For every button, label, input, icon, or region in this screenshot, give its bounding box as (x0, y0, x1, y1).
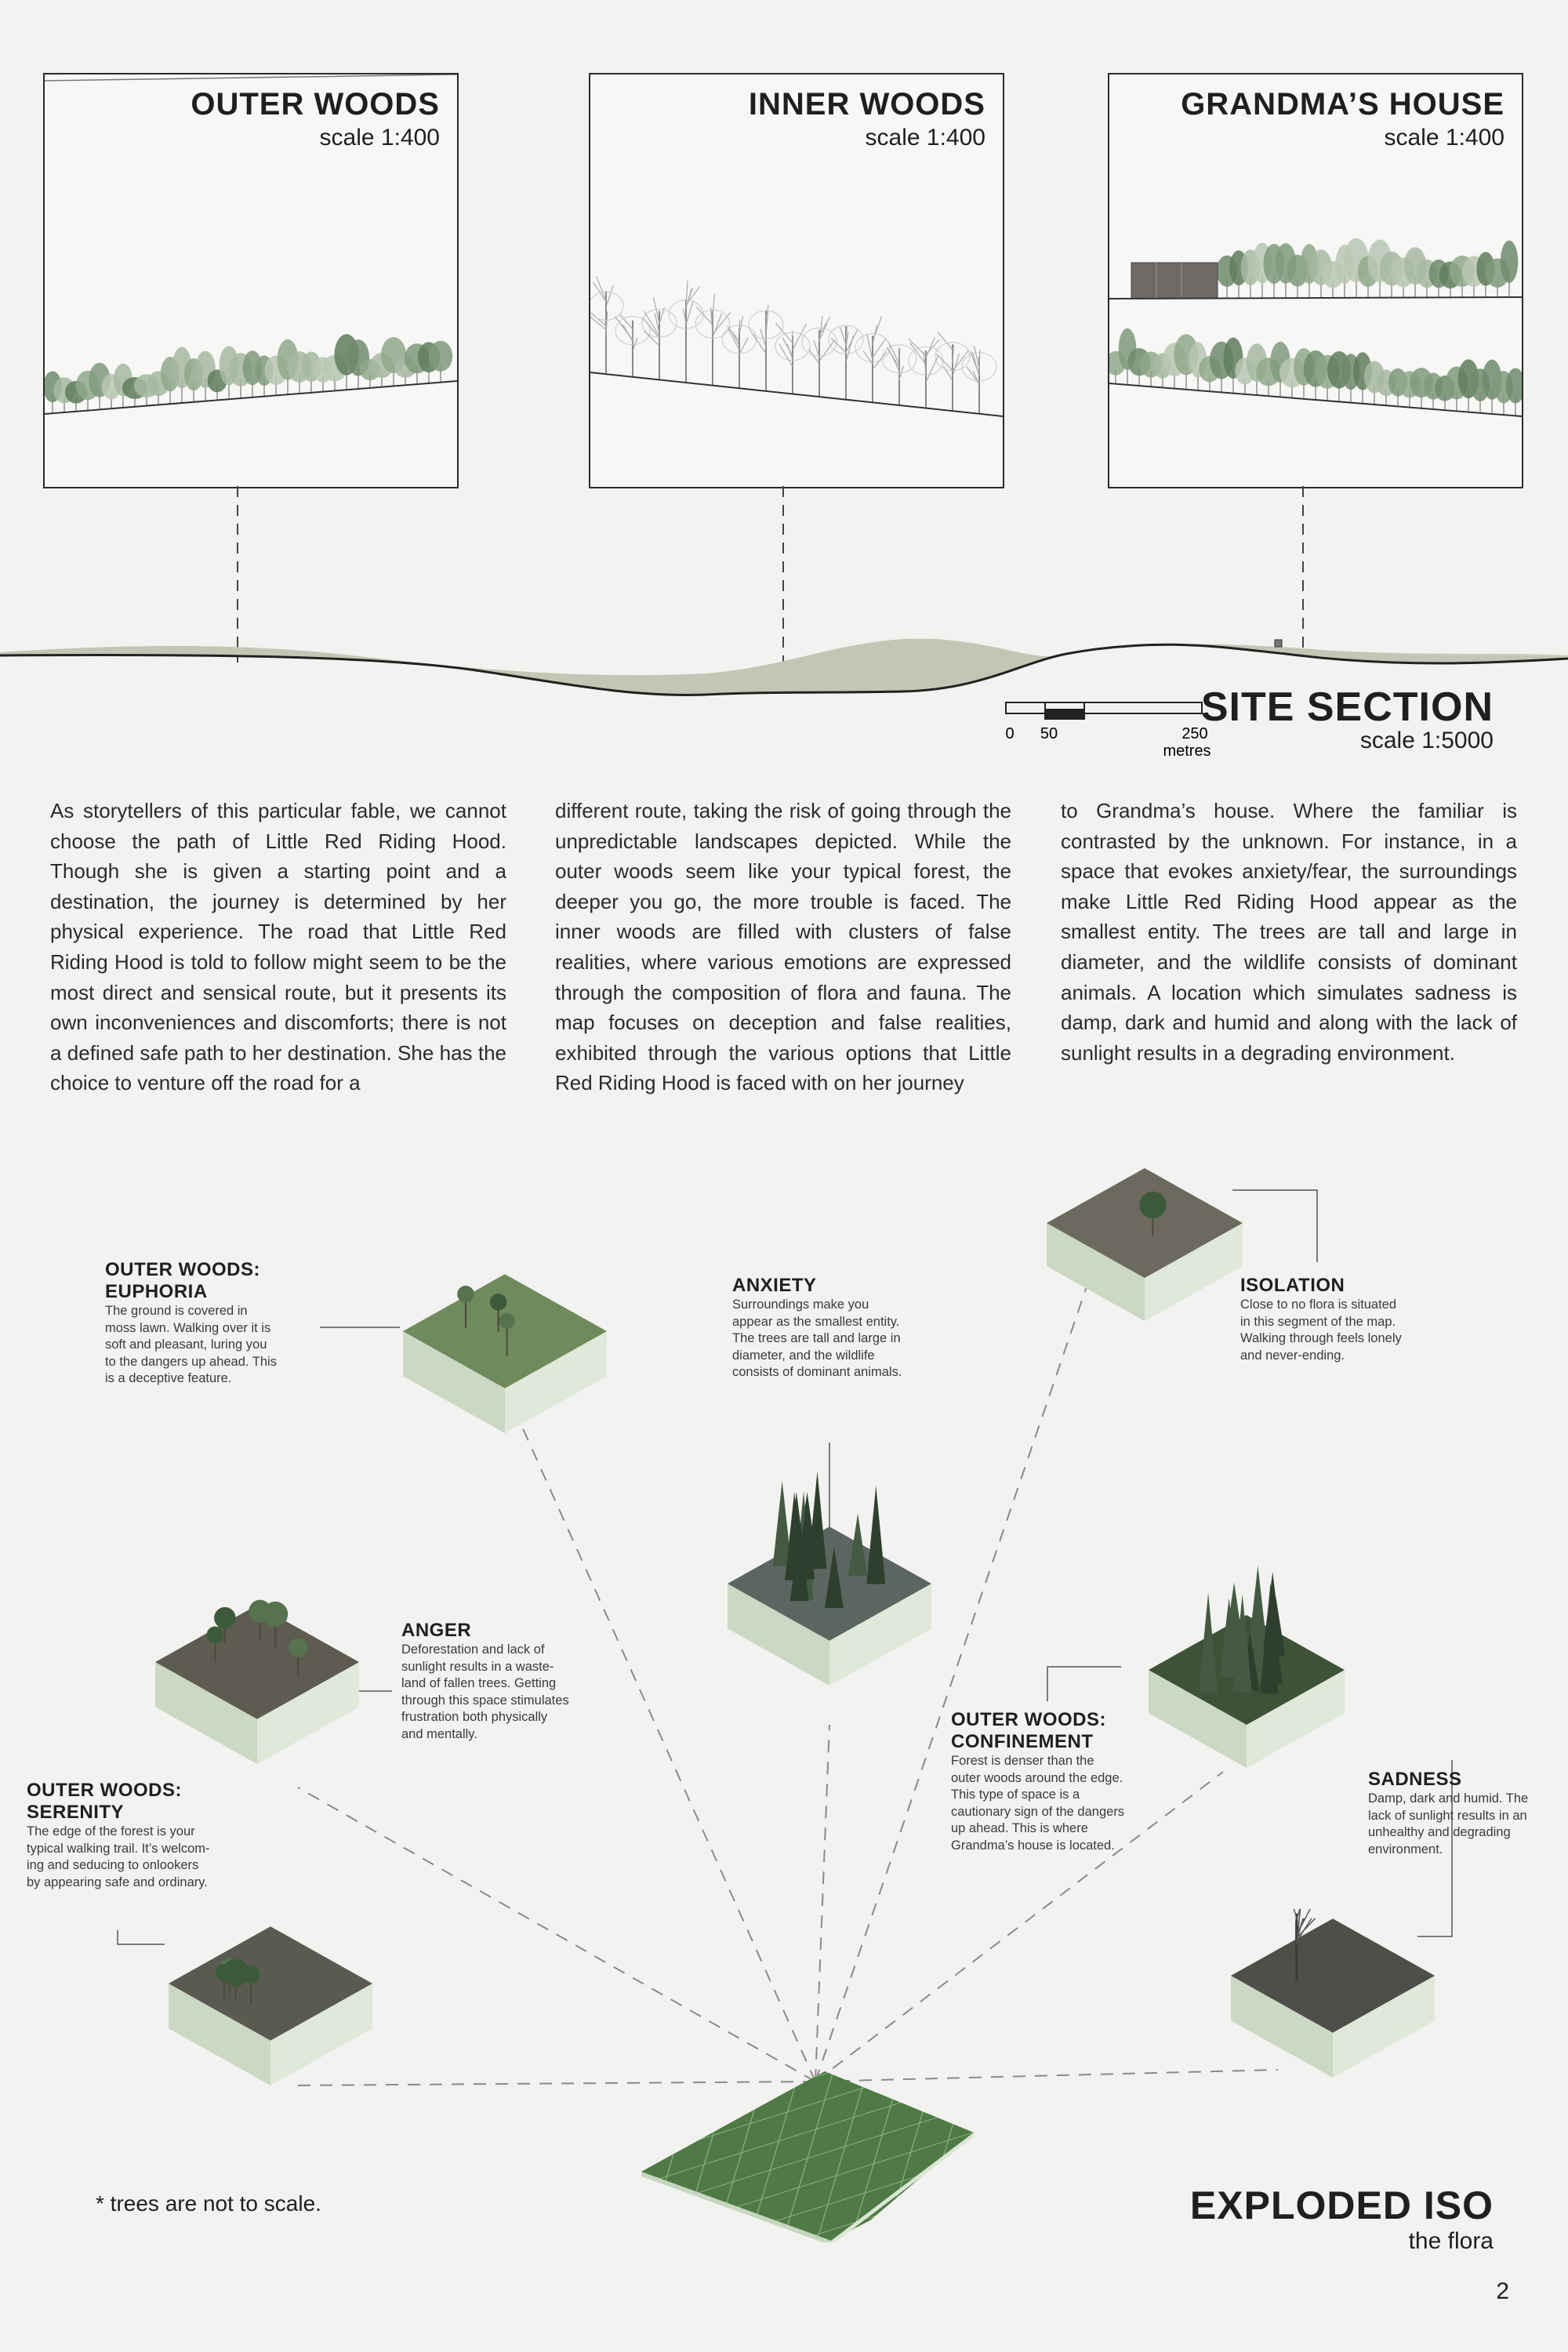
section-title: OUTER WOODS (191, 87, 440, 122)
section-scale: scale 1:400 (319, 125, 440, 151)
grandmas-house-section-frame (1108, 73, 1523, 488)
label-isolation-title: ISOLATION (1240, 1275, 1345, 1296)
inner-woods-section-frame (589, 73, 1004, 488)
section-title: GRANDMA’S HOUSE (1181, 87, 1504, 122)
grandmas-house-upper-tree-row (1217, 238, 1519, 298)
label-confinement (951, 1709, 1186, 1854)
label-isolation (1240, 1275, 1444, 1364)
section-scale: scale 1:400 (1384, 125, 1504, 151)
body-text-column-2: different route, taking the risk of going through the unpredictable landscapes depicted. While the outer woods seem like your typical forest, the deeper you go, the more trouble is faced. The inner woods are filled with clusters of false realities, where various emotions are expressed through the composition of flora and fauna. The map focuses on deception and false realities, exhibited through the various options that Little Red Riding Hood is faced with on her journey (555, 799, 1011, 1095)
label-euphoria-desc: The ground is covered in moss lawn. Walking over it is soft and pleasant, luring you to the dangers up ahead. This is a deceptive feature. (105, 1304, 277, 1385)
page-number: 2 (1496, 2278, 1509, 2304)
tile-isolation (1047, 1168, 1243, 1321)
site-section-title: SITE SECTION (1200, 684, 1494, 730)
tile-euphoria (403, 1274, 607, 1433)
label-isolation-desc: Close to no flora is situated in this segment of the map. Walking through feels lonely and never-ending. (1240, 1298, 1402, 1363)
site-section-scale-bar (1002, 699, 1221, 762)
scale-unit: metres (1163, 742, 1211, 760)
trees-scale-footnote: * trees are not to scale. (96, 2191, 321, 2216)
scale-label-50: 50 (1040, 725, 1058, 742)
label-euphoria-title: OUTER WOODS: (105, 1259, 260, 1280)
scale-label-0: 0 (1005, 725, 1014, 742)
label-euphoria-subtitle: EUPHORIA (105, 1281, 208, 1302)
label-serenity-title: OUTER WOODS: (27, 1780, 182, 1801)
grandmas-house-marker (1275, 640, 1282, 647)
tile-anger (155, 1600, 359, 1764)
label-anxiety-title: ANXIETY (732, 1275, 817, 1296)
label-sadness-desc: Damp, dark and humid. The lack of sunlight results in an unhealthy and degrading environment. (1368, 1791, 1529, 1857)
label-sadness (1368, 1769, 1556, 1858)
tile-sadness (1231, 1909, 1435, 2078)
site-section-scale: scale 1:5000 (1359, 728, 1494, 753)
label-sadness-title: SADNESS (1368, 1769, 1462, 1790)
label-anger (401, 1620, 621, 1743)
section-title: INNER WOODS (748, 87, 985, 122)
label-confinement-title: OUTER WOODS: (951, 1709, 1106, 1730)
body-text-column-3: to Grandma’s house. Where the familiar is contrasted by the unknown. For instance, in a space that evokes anxiety/fear, the surroundings make Little Red Riding Hood appear as the smallest entity. The trees are tall and large in diameter, and the wildlife consists of dominant animals. A location which simulates sadness is damp, dark and humid and along with the lack of sunlight results in a degrading environment. (1061, 799, 1517, 1065)
label-confinement-subtitle: CONFINEMENT (951, 1731, 1094, 1752)
base-terrain-tile (635, 2054, 980, 2242)
label-anxiety-desc: Surroundings make you appear as the smallest entity. The trees are tall and large in diameter, and the wildlife consists of dominant animals. (732, 1298, 902, 1379)
label-anxiety (732, 1275, 967, 1381)
label-serenity-desc: The edge of the forest is your typical walking trail. It’s welcom- ing and seducing to onlookers by appearing safe and ordinary. (27, 1824, 210, 1889)
tile-serenity (169, 1926, 372, 2085)
label-serenity (27, 1780, 278, 1891)
exploded-iso-subtitle: the flora (1408, 2228, 1494, 2254)
label-confinement-desc: Forest is denser than the outer woods around the edge. This type of space is a cautionary sign of the dangers up ahead. This is where Grandma’s house is located. (951, 1754, 1125, 1853)
scale-label-250: 250 (1181, 725, 1208, 742)
body-text-column-1: As storytellers of this particular fable, we cannot choose the path of Little Red Riding Hood. Though she is given a starting point and a destination, the journey is determined by her physical experience. The road that Little Red Riding Hood is told to follow might seem to be the most direct and sensical route, but it presents its own inconveniences and discomforts; there is not a defined safe path to her destination. She has the choice to venture off the road for a (50, 799, 506, 1095)
label-anger-title: ANGER (401, 1620, 472, 1641)
grandmas-house-building (1131, 263, 1218, 299)
label-anger-desc: Deforestation and lack of sunlight results in a waste- land of fallen trees. Getting through this space stimulates frustration both physically and mentally. (401, 1642, 569, 1741)
label-euphoria (105, 1259, 340, 1388)
label-serenity-subtitle: SERENITY (27, 1802, 125, 1823)
outer-woods-section-frame (43, 73, 459, 488)
section-scale: scale 1:400 (865, 125, 985, 151)
exploded-iso-title: EXPLODED ISO (1189, 2183, 1494, 2227)
